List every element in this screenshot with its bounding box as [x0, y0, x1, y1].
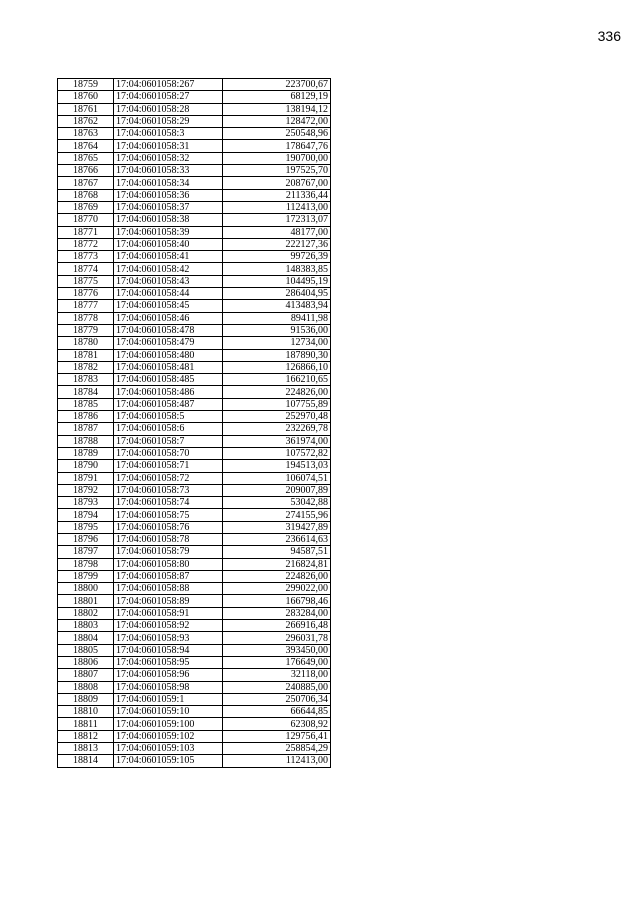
cadastral-number-cell: 17:04:0601058:486: [114, 386, 223, 398]
table-row: [58, 177, 331, 189]
table-row: [58, 374, 331, 386]
table-row: [58, 300, 331, 312]
row-number-cell: 18799: [58, 570, 114, 582]
cadastral-value-cell: 12734,00: [223, 337, 331, 349]
table-row: [58, 730, 331, 742]
cadastral-value-cell: 413483,94: [223, 300, 331, 312]
cadastral-number-cell: 17:04:0601058:95: [114, 656, 223, 668]
cadastral-value-cell: 172313,07: [223, 214, 331, 226]
table-row: [58, 201, 331, 213]
table-row: [58, 79, 331, 91]
cadastral-value-cell: 274155,96: [223, 509, 331, 521]
row-number-cell: 18778: [58, 312, 114, 324]
row-number-cell: 18788: [58, 435, 114, 447]
cadastral-number-cell: 17:04:0601058:37: [114, 201, 223, 213]
cadastral-value-cell: 296031,78: [223, 632, 331, 644]
table-row: [58, 607, 331, 619]
cadastral-value-cell: 232269,78: [223, 423, 331, 435]
cadastral-value-cell: 250706,34: [223, 693, 331, 705]
row-number-cell: 18766: [58, 165, 114, 177]
table-row: [58, 632, 331, 644]
table-row: [58, 361, 331, 373]
cadastral-value-cell: 89411,98: [223, 312, 331, 324]
cadastral-number-cell: 17:04:0601058:5: [114, 411, 223, 423]
table-row: [58, 91, 331, 103]
row-number-cell: 18780: [58, 337, 114, 349]
cadastral-number-cell: 17:04:0601058:46: [114, 312, 223, 324]
table-row: [58, 743, 331, 755]
cadastral-number-cell: 17:04:0601058:76: [114, 521, 223, 533]
row-number-cell: 18786: [58, 411, 114, 423]
cadastral-number-cell: 17:04:0601059:103: [114, 743, 223, 755]
row-number-cell: 18777: [58, 300, 114, 312]
table-row: [58, 226, 331, 238]
cadastral-number-cell: 17:04:0601058:91: [114, 607, 223, 619]
table-row: [58, 718, 331, 730]
cadastral-value-cell: 106074,51: [223, 472, 331, 484]
cadastral-value-cell: 216824,81: [223, 558, 331, 570]
table-row: [58, 497, 331, 509]
cadastral-value-cell: 250548,96: [223, 128, 331, 140]
table-row: [58, 152, 331, 164]
row-number-cell: 18810: [58, 706, 114, 718]
cadastral-number-cell: 17:04:0601058:31: [114, 140, 223, 152]
cadastral-number-cell: 17:04:0601058:479: [114, 337, 223, 349]
row-number-cell: 18769: [58, 201, 114, 213]
row-number-cell: 18773: [58, 251, 114, 263]
table-row: [58, 583, 331, 595]
table-row: [58, 620, 331, 632]
cadastral-number-cell: 17:04:0601059:100: [114, 718, 223, 730]
cadastral-number-cell: 17:04:0601058:92: [114, 620, 223, 632]
cadastral-number-cell: 17:04:0601058:267: [114, 79, 223, 91]
table-row: [58, 447, 331, 459]
cadastral-number-cell: 17:04:0601058:40: [114, 238, 223, 250]
table-row: [58, 558, 331, 570]
cadastral-value-cell: 393450,00: [223, 644, 331, 656]
page-number: 336: [597, 28, 621, 44]
row-number-cell: 18763: [58, 128, 114, 140]
cadastral-value-table: [57, 78, 331, 768]
table-row: [58, 398, 331, 410]
cadastral-value-cell: 148383,85: [223, 263, 331, 275]
table-row: [58, 349, 331, 361]
table-row: [58, 324, 331, 336]
table-row: [58, 288, 331, 300]
row-number-cell: 18813: [58, 743, 114, 755]
cadastral-number-cell: 17:04:0601059:102: [114, 730, 223, 742]
row-number-cell: 18772: [58, 238, 114, 250]
cadastral-number-cell: 17:04:0601058:74: [114, 497, 223, 509]
row-number-cell: 18807: [58, 669, 114, 681]
row-number-cell: 18812: [58, 730, 114, 742]
row-number-cell: 18783: [58, 374, 114, 386]
table-row: [58, 115, 331, 127]
cadastral-value-cell: 319427,89: [223, 521, 331, 533]
row-number-cell: 18764: [58, 140, 114, 152]
table-row: [58, 706, 331, 718]
cadastral-number-cell: 17:04:0601058:7: [114, 435, 223, 447]
row-number-cell: 18802: [58, 607, 114, 619]
row-number-cell: 18761: [58, 103, 114, 115]
table-row: [58, 755, 331, 767]
cadastral-value-cell: 224826,00: [223, 570, 331, 582]
row-number-cell: 18787: [58, 423, 114, 435]
cadastral-value-cell: 252970,48: [223, 411, 331, 423]
cadastral-value-cell: 68129,19: [223, 91, 331, 103]
cadastral-value-cell: 178647,76: [223, 140, 331, 152]
table-row: [58, 521, 331, 533]
cadastral-value-cell: 194513,03: [223, 460, 331, 472]
row-number-cell: 18793: [58, 497, 114, 509]
cadastral-value-cell: 224826,00: [223, 386, 331, 398]
table-row: [58, 165, 331, 177]
row-number-cell: 18782: [58, 361, 114, 373]
cadastral-number-cell: 17:04:0601058:75: [114, 509, 223, 521]
cadastral-number-cell: 17:04:0601058:94: [114, 644, 223, 656]
table-row: [58, 238, 331, 250]
cadastral-number-cell: 17:04:0601058:98: [114, 681, 223, 693]
cadastral-number-cell: 17:04:0601058:41: [114, 251, 223, 263]
cadastral-value-cell: 32118,00: [223, 669, 331, 681]
cadastral-number-cell: 17:04:0601058:87: [114, 570, 223, 582]
cadastral-value-cell: 112413,00: [223, 201, 331, 213]
cadastral-number-cell: 17:04:0601059:1: [114, 693, 223, 705]
cadastral-value-cell: 112413,00: [223, 755, 331, 767]
cadastral-value-cell: 138194,12: [223, 103, 331, 115]
cadastral-value-cell: 286404,95: [223, 288, 331, 300]
table-row: [58, 656, 331, 668]
cadastral-value-cell: 283284,00: [223, 607, 331, 619]
cadastral-value-cell: 240885,00: [223, 681, 331, 693]
cadastral-number-cell: 17:04:0601059:10: [114, 706, 223, 718]
cadastral-number-cell: 17:04:0601058:45: [114, 300, 223, 312]
cadastral-number-cell: 17:04:0601058:96: [114, 669, 223, 681]
table-row: [58, 140, 331, 152]
table-row: [58, 595, 331, 607]
row-number-cell: 18790: [58, 460, 114, 472]
cadastral-number-cell: 17:04:0601058:88: [114, 583, 223, 595]
row-number-cell: 18774: [58, 263, 114, 275]
cadastral-value-cell: 208767,00: [223, 177, 331, 189]
cadastral-number-cell: 17:04:0601058:3: [114, 128, 223, 140]
cadastral-number-cell: 17:04:0601058:44: [114, 288, 223, 300]
table-row: [58, 570, 331, 582]
cadastral-number-cell: 17:04:0601058:33: [114, 165, 223, 177]
table-body: [58, 79, 331, 768]
row-number-cell: 18765: [58, 152, 114, 164]
table-row: [58, 312, 331, 324]
row-number-cell: 18767: [58, 177, 114, 189]
table-row: [58, 472, 331, 484]
cadastral-value-cell: 223700,67: [223, 79, 331, 91]
row-number-cell: 18811: [58, 718, 114, 730]
cadastral-value-cell: 222127,36: [223, 238, 331, 250]
row-number-cell: 18792: [58, 484, 114, 496]
row-number-cell: 18784: [58, 386, 114, 398]
row-number-cell: 18809: [58, 693, 114, 705]
row-number-cell: 18798: [58, 558, 114, 570]
cadastral-value-cell: 176649,00: [223, 656, 331, 668]
row-number-cell: 18776: [58, 288, 114, 300]
cadastral-number-cell: 17:04:0601058:78: [114, 533, 223, 545]
cadastral-number-cell: 17:04:0601058:38: [114, 214, 223, 226]
table-row: [58, 533, 331, 545]
cadastral-number-cell: 17:04:0601058:43: [114, 275, 223, 287]
row-number-cell: 18770: [58, 214, 114, 226]
cadastral-number-cell: 17:04:0601058:29: [114, 115, 223, 127]
cadastral-value-cell: 187890,30: [223, 349, 331, 361]
table-row: [58, 128, 331, 140]
cadastral-value-cell: 211336,44: [223, 189, 331, 201]
cadastral-number-cell: 17:04:0601058:73: [114, 484, 223, 496]
table-row: [58, 251, 331, 263]
cadastral-number-cell: 17:04:0601058:72: [114, 472, 223, 484]
cadastral-value-cell: 166210,65: [223, 374, 331, 386]
cadastral-value-cell: 299022,00: [223, 583, 331, 595]
row-number-cell: 18762: [58, 115, 114, 127]
cadastral-number-cell: 17:04:0601058:42: [114, 263, 223, 275]
table-row: [58, 214, 331, 226]
table-row: [58, 337, 331, 349]
row-number-cell: 18791: [58, 472, 114, 484]
row-number-cell: 18797: [58, 546, 114, 558]
cadastral-value-cell: 107755,89: [223, 398, 331, 410]
cadastral-value-cell: 166798,46: [223, 595, 331, 607]
row-number-cell: 18771: [58, 226, 114, 238]
row-number-cell: 18800: [58, 583, 114, 595]
row-number-cell: 18795: [58, 521, 114, 533]
cadastral-number-cell: 17:04:0601058:481: [114, 361, 223, 373]
row-number-cell: 18785: [58, 398, 114, 410]
cadastral-value-cell: 190700,00: [223, 152, 331, 164]
cadastral-number-cell: 17:04:0601058:70: [114, 447, 223, 459]
cadastral-value-cell: 126866,10: [223, 361, 331, 373]
row-number-cell: 18796: [58, 533, 114, 545]
row-number-cell: 18779: [58, 324, 114, 336]
cadastral-number-cell: 17:04:0601058:32: [114, 152, 223, 164]
cadastral-value-cell: 104495,19: [223, 275, 331, 287]
cadastral-value-cell: 48177,00: [223, 226, 331, 238]
cadastral-number-cell: 17:04:0601058:34: [114, 177, 223, 189]
row-number-cell: 18768: [58, 189, 114, 201]
table-row: [58, 644, 331, 656]
cadastral-value-cell: 197525,70: [223, 165, 331, 177]
cadastral-value-cell: 62308,92: [223, 718, 331, 730]
row-number-cell: 18803: [58, 620, 114, 632]
cadastral-value-cell: 236614,63: [223, 533, 331, 545]
table-row: [58, 263, 331, 275]
table-row: [58, 693, 331, 705]
cadastral-number-cell: 17:04:0601058:480: [114, 349, 223, 361]
row-number-cell: 18775: [58, 275, 114, 287]
row-number-cell: 18808: [58, 681, 114, 693]
cadastral-value-cell: 129756,41: [223, 730, 331, 742]
row-number-cell: 18759: [58, 79, 114, 91]
cadastral-value-cell: 94587,51: [223, 546, 331, 558]
cadastral-number-cell: 17:04:0601058:39: [114, 226, 223, 238]
cadastral-number-cell: 17:04:0601058:485: [114, 374, 223, 386]
row-number-cell: 18789: [58, 447, 114, 459]
row-number-cell: 18806: [58, 656, 114, 668]
cadastral-number-cell: 17:04:0601058:89: [114, 595, 223, 607]
table-row: [58, 546, 331, 558]
table-row: [58, 681, 331, 693]
cadastral-value-cell: 66644,85: [223, 706, 331, 718]
cadastral-value-cell: 258854,29: [223, 743, 331, 755]
cadastral-value-cell: 361974,00: [223, 435, 331, 447]
row-number-cell: 18801: [58, 595, 114, 607]
row-number-cell: 18794: [58, 509, 114, 521]
cadastral-number-cell: 17:04:0601058:80: [114, 558, 223, 570]
cadastral-value-cell: 99726,39: [223, 251, 331, 263]
cadastral-number-cell: 17:04:0601058:71: [114, 460, 223, 472]
table-row: [58, 423, 331, 435]
cadastral-number-cell: 17:04:0601058:478: [114, 324, 223, 336]
table-row: [58, 435, 331, 447]
table-row: [58, 275, 331, 287]
row-number-cell: 18760: [58, 91, 114, 103]
cadastral-value-cell: 266916,48: [223, 620, 331, 632]
cadastral-value-cell: 209007,89: [223, 484, 331, 496]
cadastral-value-cell: 107572,82: [223, 447, 331, 459]
row-number-cell: 18804: [58, 632, 114, 644]
cadastral-number-cell: 17:04:0601058:79: [114, 546, 223, 558]
table-row: [58, 460, 331, 472]
cadastral-number-cell: 17:04:0601058:28: [114, 103, 223, 115]
table-row: [58, 386, 331, 398]
cadastral-value-cell: 128472,00: [223, 115, 331, 127]
table-row: [58, 484, 331, 496]
cadastral-value-cell: 53042,88: [223, 497, 331, 509]
row-number-cell: 18814: [58, 755, 114, 767]
table-row: [58, 669, 331, 681]
cadastral-number-cell: 17:04:0601058:6: [114, 423, 223, 435]
table-row: [58, 509, 331, 521]
table-row: [58, 189, 331, 201]
row-number-cell: 18805: [58, 644, 114, 656]
cadastral-number-cell: 17:04:0601059:105: [114, 755, 223, 767]
cadastral-value-cell: 91536,00: [223, 324, 331, 336]
table-row: [58, 103, 331, 115]
row-number-cell: 18781: [58, 349, 114, 361]
cadastral-number-cell: 17:04:0601058:36: [114, 189, 223, 201]
table-row: [58, 411, 331, 423]
cadastral-number-cell: 17:04:0601058:93: [114, 632, 223, 644]
cadastral-number-cell: 17:04:0601058:27: [114, 91, 223, 103]
cadastral-number-cell: 17:04:0601058:487: [114, 398, 223, 410]
